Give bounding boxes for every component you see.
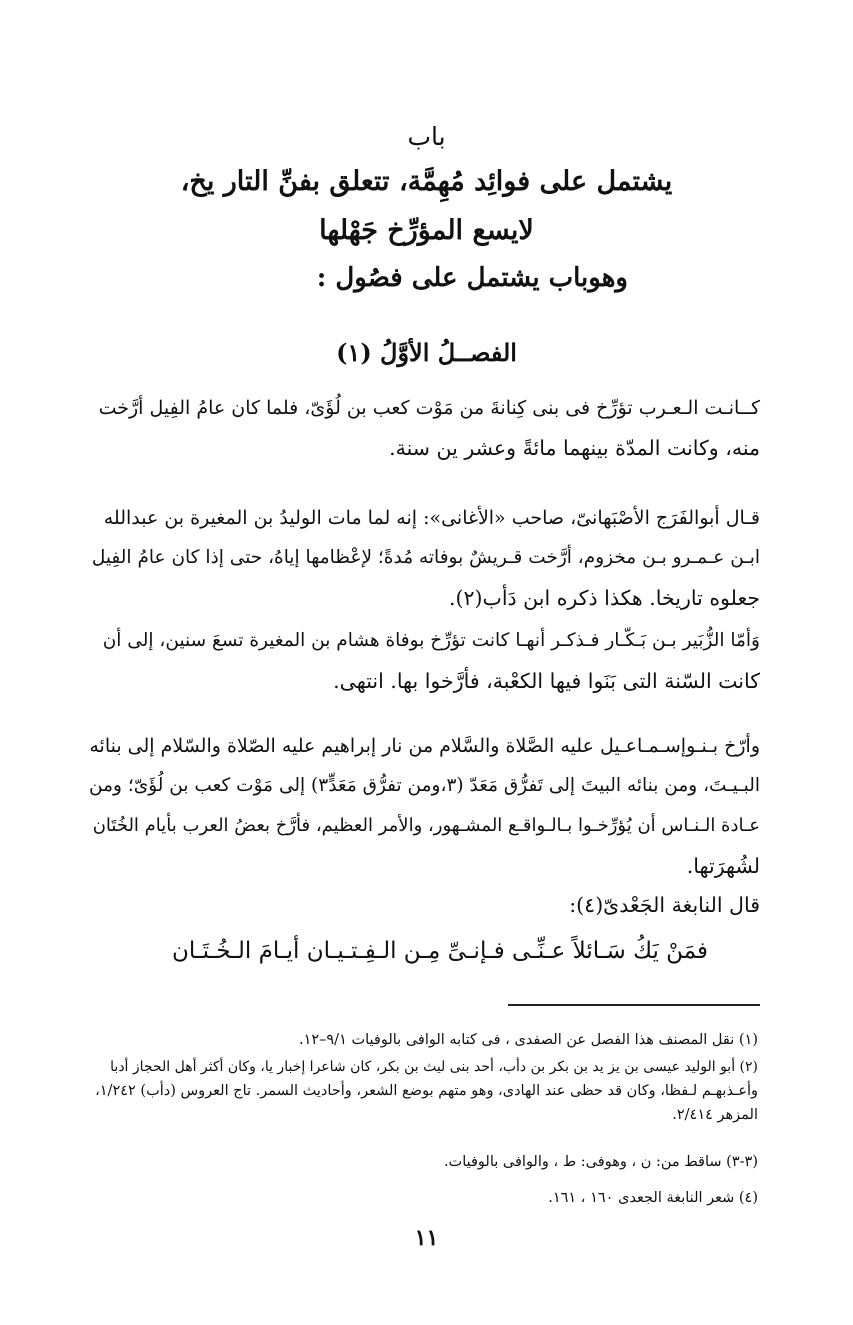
footnote-line: (٤) شعر النابغة الجعدى ١٦٠ ، ١٦١. [548, 1190, 758, 1206]
verse-intro: قال النابغة الجَعْدىّ(٤): [569, 893, 760, 917]
chapter-title-line-2: لايسع المؤرِّخ جَهْلها [319, 215, 534, 246]
footnote-1 [94, 1028, 758, 1052]
text-line: عـادة الـنـاس أن يُؤرِّخـوا بـالـواقـع المشـهور، والأمر العظيم، فأرَّخ بعضُ العرب بأيام الخُتَان [92, 815, 760, 836]
text-line: ابـن عـمـرو بـن مخزوم، أرَّخت قـريشٌ بوفاته مُدةً؛ لإعْظامها إياهُ، حتى إذا كان عامُ الفِيل [91, 547, 760, 568]
footnote-2 [94, 1055, 758, 1127]
footnote-line: (٣-٣) ساقط من: ن ، وهوفى: ط ، والوافى بالوفيات. [443, 1154, 758, 1170]
chapter-title-line-1: يشتمل على فوائِد مُهِمَّة، تتعلق بفنِّ التار يخ، [180, 166, 673, 197]
footnote-line: وأعـذبهـم لـفظا، وكان قد حظى عند الهادى، وهو متهم بوضع الشعر، وأحاديث السمر. تاج العروس (دأب) ١/٢٤٢، [95, 1083, 758, 1099]
footnote-4 [94, 1186, 758, 1210]
paragraph-2 [90, 498, 760, 618]
footnote-line: (٢) أبو الوليد عيسى بن يز يد بن بكر بن دأب، أحد بنى ليث بن بكر، كان شاعرا إخبار يا، وكان أكثر أهل الحجاز أدبا [110, 1059, 758, 1075]
chapter-kicker: باب [407, 122, 446, 151]
footnote-line: (١) نقل المصنف هذا الفصل عن الصفدى ، فى كتابه الوافى بالوفيات ٩/١–١٢. [298, 1032, 758, 1048]
chapter-intro: وهوباب يشتمل على فصُول : [316, 263, 628, 293]
paragraph-4 [90, 726, 760, 886]
text-line: البـيـتَ، ومن بنائه البيتَ إلى تَفرُّق مَعَدّ (٣،ومن تفرُّق مَعَدٍّ٣) إلى مَوْت كعب بن لُؤَىّ؛ ومن [89, 775, 760, 796]
text-line: وأرّخ بـنـوإسـمـاعـيل عليه الصَّلاة والسَّلام من نار إبراهيم عليه الصّلاة والسّلام إلى بنائه [89, 735, 760, 757]
text-line: وَأمّا الزُّبَير بـن بَـكّـار فـذكـر أنهـا كانت تؤرِّخ بوفاة هشام بن المغيرة تسعَ سنين، إلى أن [102, 630, 760, 651]
text-line: قـال أبوالفَرَج الأصْبَهانىّ، صاحب «الأغانى»: إنه لما مات الوليدُ بن المغيرة بن عبدالله [103, 507, 760, 529]
paragraph-1 [90, 388, 760, 468]
footnote-3 [94, 1150, 758, 1174]
footnote-divider [508, 1004, 760, 1006]
verse-line: فمَنْ يَكُ سَـائلاً عـنِّـى فـإنـىِّ مِـن الـفِـتـيـان أيـامَ الـخُـتَـان [172, 938, 708, 964]
text-line: كانت السّنة التى بَنَوا فيها الكعْبة، فأرَّخوا بها. انتهى. [333, 669, 760, 693]
text-line: لشُهرَتها. [686, 854, 760, 878]
page-number: ١١ [414, 1225, 439, 1251]
footnote-line: المزهر ٢/٤١٤. [672, 1107, 758, 1123]
text-line: كــانـت الـعـرب تؤرِّخ فى بنى كِنانةَ من مَوْت كعب بن لُؤَىّ، فلما كان عامُ الفِيل أرَّخت [98, 397, 760, 419]
text-line: منه، وكانت المدّة بينهما مائةً وعشر ين سنة. [389, 436, 760, 460]
text-line: جعلوه تاريخا. هكذا ذكره ابن دَأب(٢). [449, 586, 760, 610]
section-heading: الفصــلُ الأوَّلُ (١) [336, 338, 517, 367]
paragraph-3 [90, 621, 760, 701]
